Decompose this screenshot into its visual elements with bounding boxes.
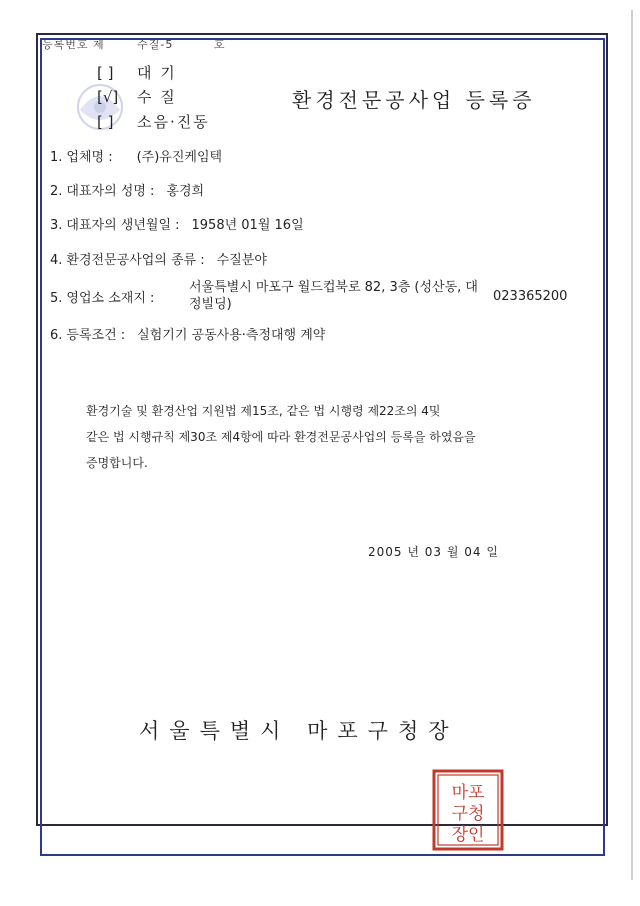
item-value: 홍경희 bbox=[166, 184, 205, 199]
statement-line-1: 환경기술 및 환경산업 지원법 제15조, 같은 법 시행령 제22조의 4및 bbox=[86, 404, 441, 418]
svg-text:구청: 구청 bbox=[451, 804, 485, 824]
registration-suffix: 호 bbox=[213, 38, 226, 51]
registration-label: 등록번호 제 bbox=[42, 38, 105, 51]
item-number: 4. bbox=[50, 253, 63, 268]
item-value: (주)유진케임텍 bbox=[136, 150, 223, 165]
issuing-authority: 서울특별시 마포구청장 bbox=[139, 719, 459, 743]
item-label: 대표자의 성명 : bbox=[66, 184, 155, 199]
registration-number: 수질-5 bbox=[137, 38, 174, 51]
category-air-label: 대 기 bbox=[137, 64, 177, 82]
category-air-checkbox: [ ] bbox=[97, 64, 114, 82]
item-company-name bbox=[50, 146, 222, 165]
office-address-value: 서울특별시 마포구 월드컵북로 82, 3층 (성산동, 대정빌딩) bbox=[189, 280, 478, 312]
scan-edge-shadow bbox=[626, 0, 640, 906]
svg-text:마포: 마포 bbox=[451, 783, 485, 803]
item-representative-birthdate bbox=[50, 214, 304, 233]
category-water-label: 수 질 bbox=[137, 88, 177, 106]
item-value: 수질분야 bbox=[216, 253, 267, 268]
category-water bbox=[97, 86, 177, 107]
item-label: 대표자의 생년월일 : bbox=[66, 218, 180, 233]
statement-line-2: 같은 법 시행규칙 제30조 제4항에 따라 환경전문공사업의 등록을 하였음을 bbox=[86, 430, 476, 444]
registration-number-line bbox=[42, 36, 226, 52]
item-number: 6. bbox=[50, 328, 63, 343]
category-water-checkbox: [√] bbox=[97, 88, 119, 106]
item-number: 3. bbox=[50, 218, 63, 233]
item-office-address bbox=[50, 287, 154, 306]
item-number: 5. bbox=[50, 291, 63, 306]
official-seal-icon bbox=[431, 768, 505, 852]
item-label: 영업소 소재지 : bbox=[66, 291, 155, 306]
item-business-type bbox=[50, 249, 267, 268]
item-representative-name bbox=[50, 180, 204, 199]
document-title: 환경전문공사업 등록증 bbox=[292, 88, 536, 112]
item-label: 환경전문공사업의 종류 : bbox=[66, 253, 205, 268]
item-label: 업체명 : bbox=[66, 150, 113, 165]
svg-text:장인: 장인 bbox=[451, 825, 485, 845]
item-number: 1. bbox=[50, 150, 63, 165]
item-number: 2. bbox=[50, 184, 63, 199]
category-air bbox=[97, 62, 177, 83]
category-noise bbox=[97, 111, 210, 132]
category-noise-checkbox: [ ] bbox=[97, 113, 114, 131]
item-value: 1958년 01월 16일 bbox=[191, 218, 304, 233]
item-registration-conditions bbox=[50, 324, 325, 343]
issue-date: 2005 년 03 월 04 일 bbox=[368, 545, 499, 559]
office-phone-number: 023365200 bbox=[493, 289, 568, 304]
statement-line-3: 증명합니다. bbox=[86, 456, 148, 470]
category-noise-label: 소음·진동 bbox=[137, 113, 210, 131]
item-label: 등록조건 : bbox=[66, 328, 126, 343]
item-value: 실험기기 공동사용·측정대행 계약 bbox=[137, 328, 326, 343]
